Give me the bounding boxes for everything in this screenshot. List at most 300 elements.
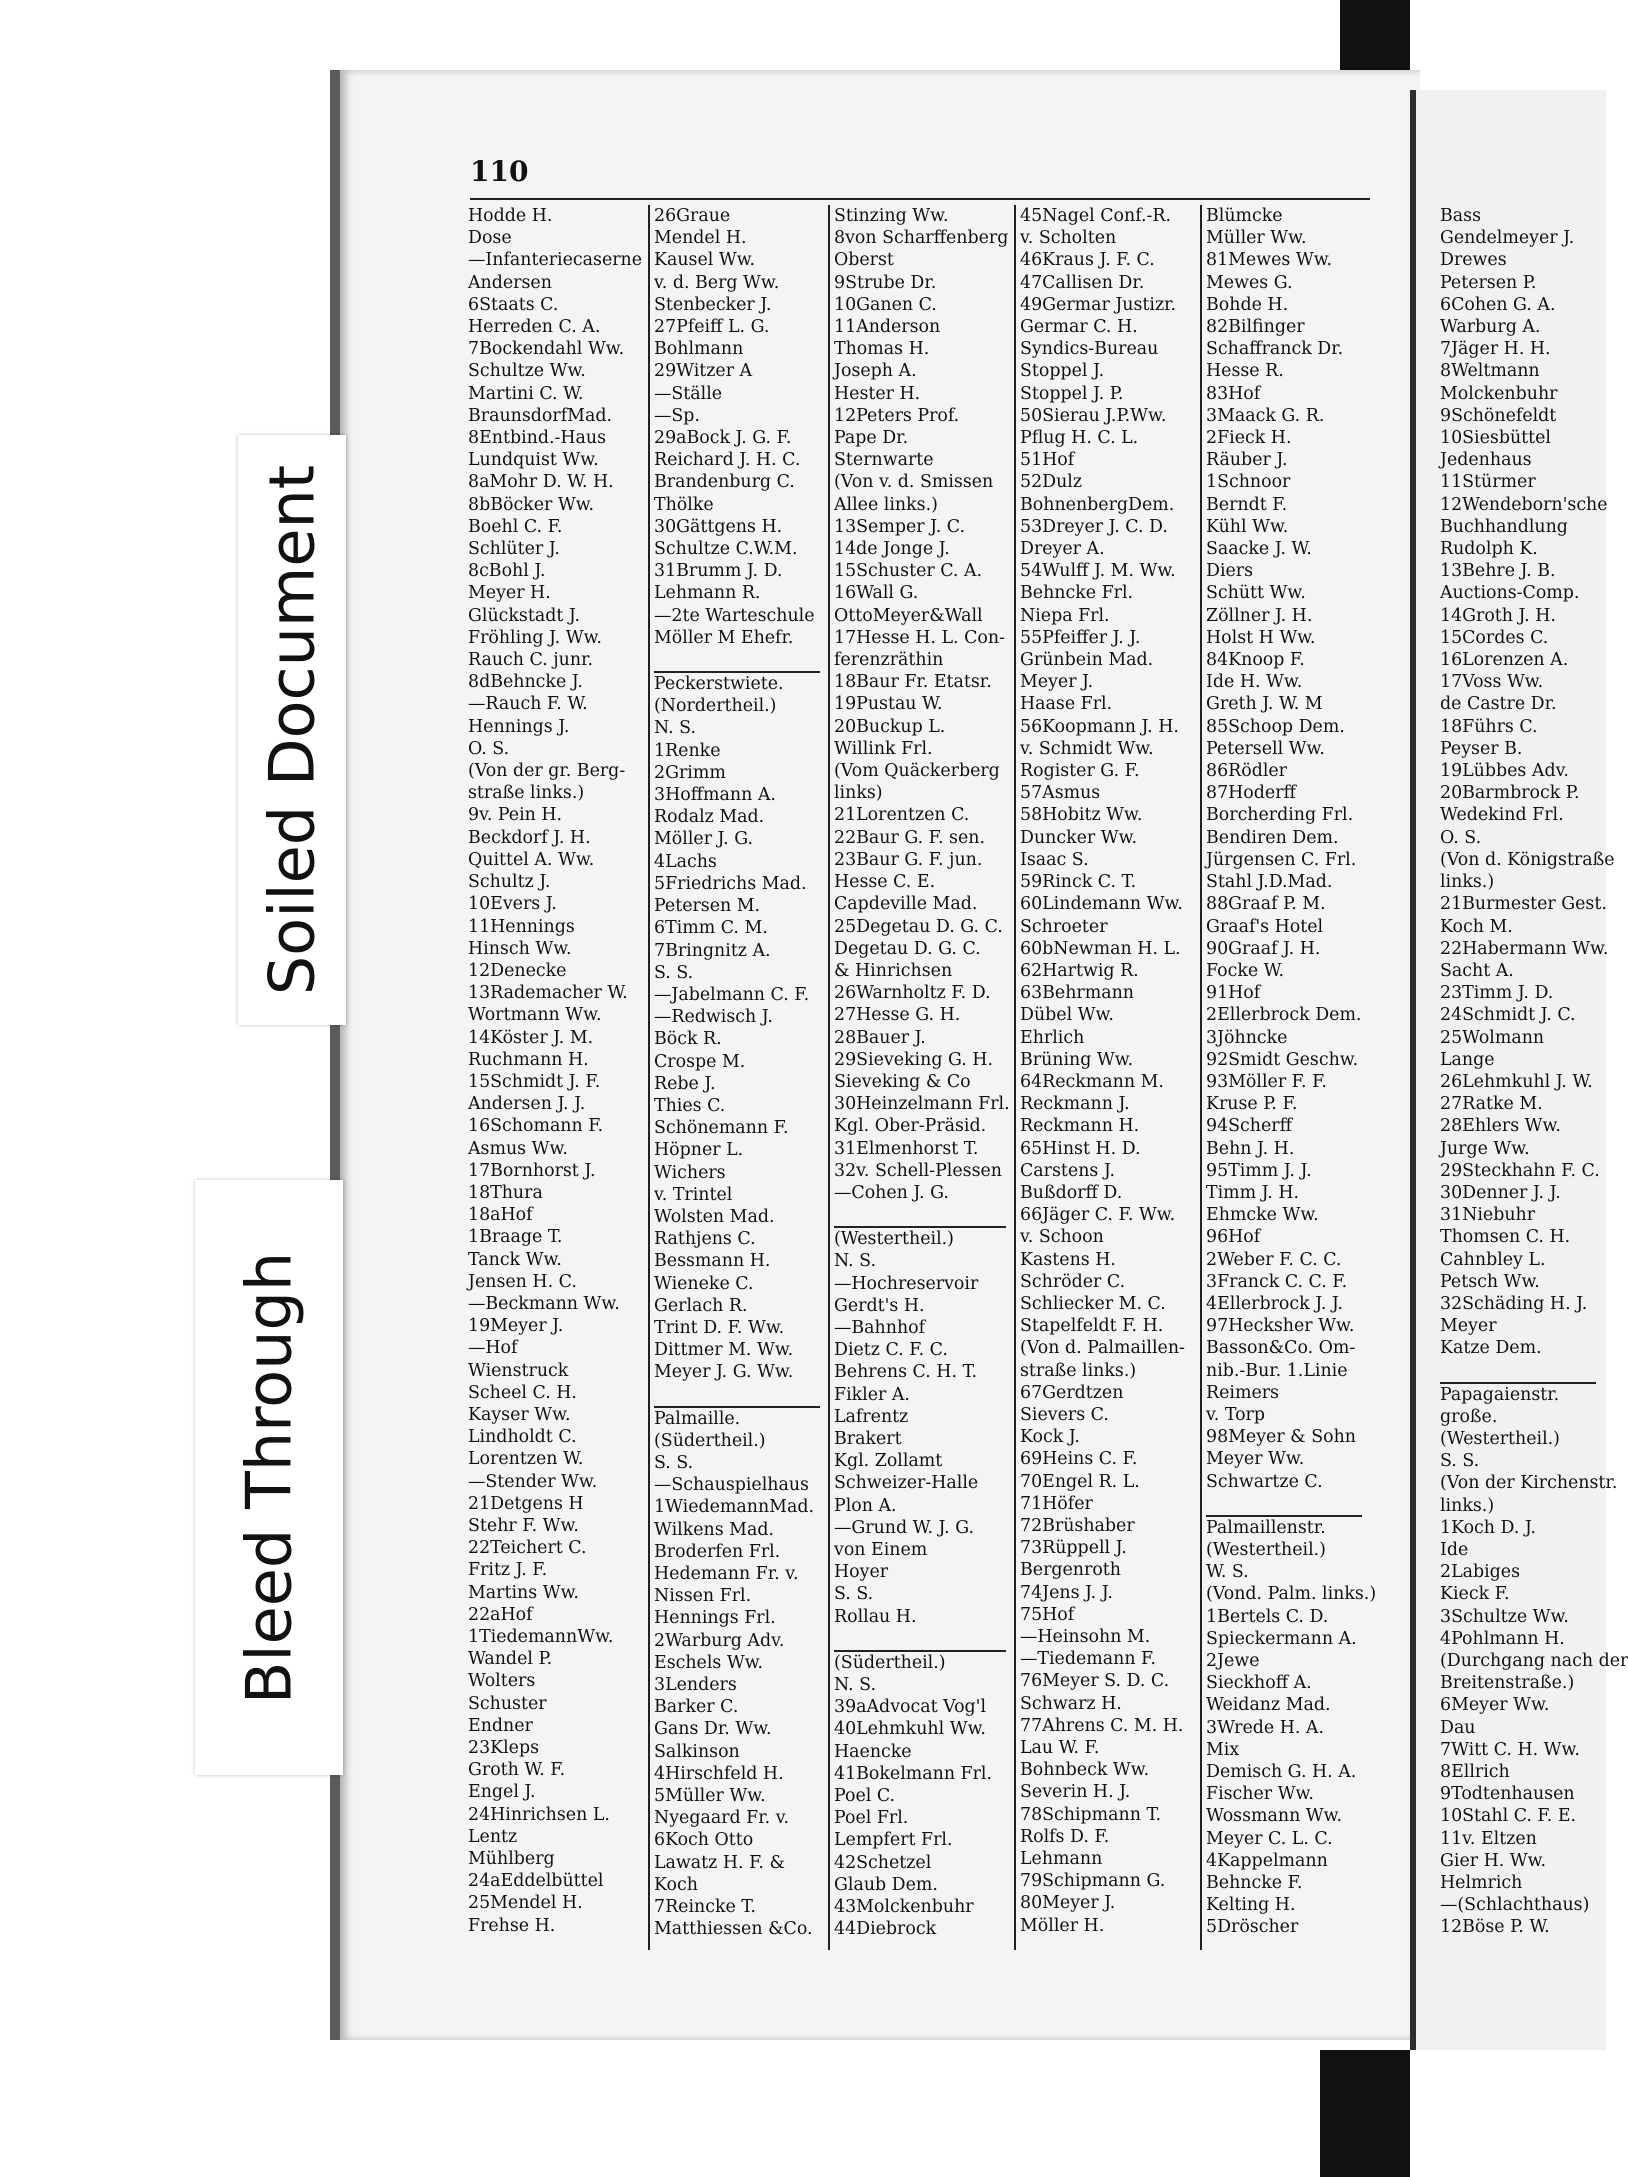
directory-entry: Lafrentz xyxy=(834,1406,909,1427)
directory-entry: Tanck Ww. xyxy=(468,1249,562,1270)
directory-entry: Rodalz Mad. xyxy=(654,807,765,828)
directory-entry: Behrens C. H. T. xyxy=(834,1362,978,1383)
directory-entry: 16Lorenzen A. xyxy=(1440,650,1569,671)
directory-entry: Sievers C. xyxy=(1020,1404,1109,1425)
directory-entry: Beckdorf J. H. xyxy=(468,827,591,848)
directory-entry: 94Scherff xyxy=(1206,1116,1292,1137)
directory-entry: Blümcke xyxy=(1206,206,1283,226)
directory-entry: Schuster xyxy=(468,1693,547,1714)
directory-entry: —Bahnhof xyxy=(834,1317,926,1338)
directory-entry: 11Anderson xyxy=(834,317,941,338)
directory-entry: 7Bringnitz A. xyxy=(654,940,771,961)
directory-entry: Müller Ww. xyxy=(1206,228,1307,249)
directory-entry: —Grund W. J. G. xyxy=(834,1517,975,1538)
directory-entry: Dübel Ww. xyxy=(1020,1005,1114,1026)
directory-entry: Schroeter xyxy=(1020,916,1108,937)
directory-entry: 1Koch D. J. xyxy=(1440,1517,1537,1538)
directory-entry: 7Jäger H. H. xyxy=(1440,339,1551,360)
directory-entry: 73Rüppell J. xyxy=(1020,1538,1127,1559)
directory-entry: Herreden C. A. xyxy=(468,317,601,338)
directory-entry: 24Hinrichsen L. xyxy=(468,1804,610,1825)
directory-entry: —Redwisch J. xyxy=(654,1007,773,1028)
directory-entry: & Hinrichsen xyxy=(834,960,953,981)
directory-entry: 19Meyer J. xyxy=(468,1316,564,1337)
directory-entry: Isaac S. xyxy=(1020,849,1089,870)
directory-entry: Petersell Ww. xyxy=(1206,738,1325,759)
directory-entry: Schultze C.W.M. xyxy=(654,539,798,560)
directory-entry: 15Schuster C. A. xyxy=(834,561,983,582)
directory-entry: 14Köster J. M. xyxy=(468,1027,594,1048)
directory-entry: Fischer Ww. xyxy=(1206,1784,1314,1805)
directory-entry: Nyegaard Fr. v. xyxy=(654,1808,789,1829)
column-rule-1 xyxy=(648,205,650,1950)
directory-entry: Wolsten Mad. xyxy=(654,1206,775,1227)
directory-entry: S. S. xyxy=(654,962,694,983)
directory-entry: 52Dulz xyxy=(1020,472,1082,493)
directory-entry: (Durchgang nach der xyxy=(1440,1651,1628,1671)
directory-entry: —Stender Ww. xyxy=(468,1471,598,1492)
directory-entry: Mühlberg xyxy=(468,1849,555,1870)
directory-entry: Meyer C. L. C. xyxy=(1206,1828,1333,1849)
directory-entry: Haase Frl. xyxy=(1020,694,1113,715)
directory-entry: —Rauch F. W. xyxy=(468,694,588,715)
directory-entry: 7Bockendahl Ww. xyxy=(468,339,625,360)
directory-entry: Stenbecker J. xyxy=(654,294,772,315)
page-number: 110 xyxy=(470,155,529,188)
directory-entry: Dietz C. F. C. xyxy=(834,1340,948,1361)
directory-entry: 3Jöhncke xyxy=(1206,1027,1288,1048)
directory-entry: 27Hesse G. H. xyxy=(834,1005,961,1026)
directory-entry: S. S. xyxy=(834,1584,874,1605)
directory-entry: Kgl. Zollamt xyxy=(834,1451,943,1472)
directory-entry: 60bNewman H. L. xyxy=(1020,938,1181,959)
directory-entry: Palmaille. xyxy=(654,1408,741,1429)
directory-entry: 85Schoop Dem. xyxy=(1206,716,1345,737)
directory-entry: Meyer J. xyxy=(1020,672,1094,693)
directory-entry: (Westertheil.) xyxy=(834,1229,954,1250)
directory-entry: 28Bauer J. xyxy=(834,1027,926,1048)
directory-entry: Poel C. xyxy=(834,1786,896,1807)
directory-entry: 26Warnholtz F. D. xyxy=(834,983,991,1004)
directory-entry: Bass xyxy=(1440,206,1481,226)
directory-entry: Helmrich xyxy=(1440,1873,1523,1894)
directory-entry: Reimers xyxy=(1206,1382,1279,1403)
directory-entry: Lehmann R. xyxy=(654,583,761,604)
directory-entry: Hennings Frl. xyxy=(654,1608,776,1629)
directory-entry: 8Ellrich xyxy=(1440,1762,1510,1783)
directory-entry: Jedenhaus xyxy=(1440,450,1532,471)
directory-entry: 22aHof xyxy=(468,1604,533,1625)
directory-entry: 8Entbind.-Haus xyxy=(468,428,607,449)
directory-entry: 9Todtenhausen xyxy=(1440,1784,1575,1805)
directory-entry: Rogister G. F. xyxy=(1020,761,1140,782)
directory-entry: Kastens H. xyxy=(1020,1249,1116,1270)
directory-entry: 15Schmidt J. F. xyxy=(468,1071,601,1092)
directory-entry: Rauch C. junr. xyxy=(468,650,593,671)
directory-entry: Reckmann J. xyxy=(1020,1094,1130,1115)
directory-entry: 3Lenders xyxy=(654,1675,737,1695)
directory-entry: 80Meyer J. xyxy=(1020,1893,1116,1914)
directory-entry: 59Rinck C. T. xyxy=(1020,872,1137,893)
directory-entry: 84Knoop F. xyxy=(1206,650,1305,671)
directory-entry: Andersen xyxy=(468,272,552,293)
directory-entry: 29aBock J. G. F. xyxy=(654,428,792,449)
directory-entry: (Westertheil.) xyxy=(1440,1428,1560,1449)
directory-entry: Schweizer-Halle xyxy=(834,1473,979,1494)
section-rule xyxy=(1440,1360,1596,1384)
directory-entry: Fröhling J. Ww. xyxy=(468,627,602,648)
directory-entry: Peyser B. xyxy=(1440,738,1523,759)
directory-entry: 8dBehncke J. xyxy=(468,672,583,693)
directory-entry: 26Lehmkuhl J. W. xyxy=(1440,1071,1593,1092)
directory-entry: Wienstruck xyxy=(468,1360,569,1381)
directory-entry: 53Dreyer J. C. D. xyxy=(1020,516,1168,537)
directory-entry: Pflug H. C. L. xyxy=(1020,428,1139,449)
directory-entry: 23Baur G. F. jun. xyxy=(834,849,983,870)
directory-entry: Brandenburg C. xyxy=(654,472,795,493)
directory-entry: Fritz J. F. xyxy=(468,1560,548,1581)
directory-entry: 2Fieck H. xyxy=(1206,428,1292,449)
directory-entry: Schultz J. xyxy=(468,872,551,893)
directory-entry: 18aHof xyxy=(468,1205,533,1226)
directory-entry: 91Hof xyxy=(1206,983,1261,1004)
directory-entry: Carstens J. xyxy=(1020,1160,1115,1181)
directory-entry: 14Groth J. H. xyxy=(1440,605,1556,626)
directory-entry: 9Schönefeldt xyxy=(1440,405,1557,426)
binding-shadow-bottom xyxy=(1320,2050,1410,2177)
directory-entry: 31Niebuhr xyxy=(1440,1205,1536,1226)
directory-entry: ferenzräthin xyxy=(834,650,944,671)
directory-entry: Poel Frl. xyxy=(834,1808,909,1829)
directory-entry: S. S. xyxy=(1440,1451,1480,1472)
directory-entry: Meyer xyxy=(1440,1316,1497,1337)
directory-entry: Plon A. xyxy=(834,1495,897,1516)
directory-entry: 30Denner J. J. xyxy=(1440,1182,1561,1203)
directory-entry: Holst H Ww. xyxy=(1206,627,1316,648)
directory-entry: Wandel P. xyxy=(468,1649,553,1670)
directory-entry: 24aEddelbüttel xyxy=(468,1871,604,1892)
directory-entry: Bohde H. xyxy=(1206,294,1289,315)
directory-entry: Sieckhoff A. xyxy=(1206,1673,1312,1694)
directory-entry: 87Hoderff xyxy=(1206,783,1296,804)
directory-entry: 25Degetau D. G. C. xyxy=(834,916,1003,937)
directory-entry: Kelting H. xyxy=(1206,1895,1296,1916)
directory-entry: 4Pohlmann H. xyxy=(1440,1628,1565,1649)
directory-entry: Berndt F. xyxy=(1206,494,1288,515)
directory-entry: 12Peters Prof. xyxy=(834,405,960,426)
directory-entry: 81Mewes Ww. xyxy=(1206,250,1333,271)
directory-entry: BohnenbergDem. xyxy=(1020,494,1175,515)
directory-entry: 11Stürmer xyxy=(1440,472,1536,493)
directory-entry: O. S. xyxy=(1440,827,1482,848)
directory-entry: 65Hinst H. D. xyxy=(1020,1138,1141,1159)
directory-entry: 56Koopmann J. H. xyxy=(1020,716,1179,737)
directory-entry: 9v. Pein H. xyxy=(468,805,563,826)
directory-entry: 31Brumm J. D. xyxy=(654,561,783,582)
directory-entry: Timm J. H. xyxy=(1206,1182,1300,1203)
directory-entry: BraunsdorfMad. xyxy=(468,405,612,426)
directory-entry: 72Brüshaber xyxy=(1020,1515,1135,1536)
directory-entry: Quittel A. Ww. xyxy=(468,849,595,870)
directory-entry: Endner xyxy=(468,1715,533,1736)
directory-entry: 24Schmidt J. C. xyxy=(1440,1005,1576,1026)
directory-entry: v. d. Berg Ww. xyxy=(654,272,780,293)
directory-entry: 2Weber F. C. C. xyxy=(1206,1249,1342,1270)
directory-entry: 58Hobitz Ww. xyxy=(1020,805,1143,826)
directory-entry: 96Hof xyxy=(1206,1227,1261,1248)
directory-entry: Lindholdt C. xyxy=(468,1427,577,1448)
directory-entry: 39aAdvocat Vog'l xyxy=(834,1697,987,1718)
directory-entry: 2Warburg Adv. xyxy=(654,1630,785,1651)
directory-entry: —Heinsohn M. xyxy=(1020,1627,1151,1647)
directory-entry: Schwartze C. xyxy=(1206,1471,1323,1492)
directory-entry: Papagaienstr. xyxy=(1440,1384,1560,1405)
directory-entry: Schlüter J. xyxy=(468,539,560,560)
directory-entry: Martins Ww. xyxy=(468,1582,579,1603)
directory-entry: S. S. xyxy=(654,1452,694,1473)
directory-entry: Ehrlich xyxy=(1020,1027,1085,1048)
directory-entry: Engel J. xyxy=(468,1782,536,1803)
directory-entry: 32v. Schell-Plessen xyxy=(834,1160,1002,1181)
directory-entry: Kühl Ww. xyxy=(1206,516,1289,537)
directory-entry: Meyer H. xyxy=(468,583,551,604)
directory-entry: Lau W. F. xyxy=(1020,1738,1100,1759)
directory-entry: 8aMohr D. W. H. xyxy=(468,472,614,493)
directory-entry: Schultze Ww. xyxy=(468,361,586,382)
directory-entry: straße links.) xyxy=(1020,1360,1137,1381)
directory-entry: Schwarz H. xyxy=(1020,1693,1122,1714)
directory-entry: 60Lindemann Ww. xyxy=(1020,894,1183,915)
directory-entry: Ehmcke Ww. xyxy=(1206,1205,1319,1226)
directory-entry: Sacht A. xyxy=(1440,960,1514,981)
directory-entry: Kayser Ww. xyxy=(468,1404,571,1425)
directory-entry: Hester H. xyxy=(834,383,921,404)
directory-entry: Gans Dr. Ww. xyxy=(654,1719,772,1740)
directory-entry: 93Möller F. F. xyxy=(1206,1071,1327,1092)
directory-entry: Schönemann F. xyxy=(654,1118,789,1139)
directory-entry: Stapelfeldt F. H. xyxy=(1020,1316,1164,1337)
directory-entry: 43Molckenbuhr xyxy=(834,1897,974,1918)
directory-entry: 92Smidt Geschw. xyxy=(1206,1049,1359,1070)
directory-entry: 18Thura xyxy=(468,1182,543,1203)
directory-entry: 51Hof xyxy=(1020,450,1075,471)
directory-entry: 12Denecke xyxy=(468,960,567,981)
directory-entry: Rolfs D. F. xyxy=(1020,1826,1110,1847)
directory-entry: Böck R. xyxy=(654,1029,722,1050)
directory-entry: Salkinson xyxy=(654,1741,740,1762)
directory-entry: straße links.) xyxy=(468,783,585,804)
directory-entry: —Sp. xyxy=(654,405,700,426)
directory-entry: 13Behre J. B. xyxy=(1440,561,1556,582)
directory-entry: 16Schomann F. xyxy=(468,1116,604,1137)
directory-entry: 13Semper J. C. xyxy=(834,516,965,537)
directory-entry: 46Kraus J. F. C. xyxy=(1020,250,1155,271)
directory-entry: 25Mendel H. xyxy=(468,1893,583,1914)
directory-entry: Gerlach R. xyxy=(654,1295,748,1316)
directory-entry: Thies C. xyxy=(654,1095,726,1116)
directory-entry: 11v. Eltzen xyxy=(1440,1828,1537,1849)
directory-entry: (Von d. Königstraße xyxy=(1440,849,1615,870)
directory-entry: 18Baur Fr. Etatsr. xyxy=(834,672,992,693)
directory-entry: 8Weltmann xyxy=(1440,361,1540,382)
directory-entry: 6Staats C. xyxy=(468,294,559,315)
directory-entry: 95Timm J. J. xyxy=(1206,1160,1312,1181)
directory-entry: Schaffranck Dr. xyxy=(1206,339,1344,360)
directory-entry: Capdeville Mad. xyxy=(834,894,978,915)
directory-entry: v. Scholten xyxy=(1020,228,1117,249)
column-rule-3 xyxy=(1014,205,1016,1950)
directory-entry: N. S. xyxy=(834,1251,876,1272)
directory-entry: Reckmann H. xyxy=(1020,1116,1140,1137)
directory-entry: 5Müller Ww. xyxy=(654,1786,766,1807)
directory-column-2 xyxy=(654,205,824,1940)
directory-entry: 78Schipmann T. xyxy=(1020,1804,1162,1825)
directory-entry: Hennings J. xyxy=(468,716,570,737)
directory-entry: Wichers xyxy=(654,1162,726,1183)
directory-entry: Höpner L. xyxy=(654,1140,744,1161)
directory-entry: Wieneke C. xyxy=(654,1273,754,1294)
directory-entry: 10Ganen C. xyxy=(834,294,937,315)
directory-entry: Lange xyxy=(1440,1049,1495,1070)
directory-entry: (Von der gr. Berg- xyxy=(468,761,626,782)
directory-entry: OttoMeyer&Wall xyxy=(834,605,983,626)
directory-entry: —Tiedemann F. xyxy=(1020,1649,1156,1670)
directory-entry: Thomas H. xyxy=(834,339,930,360)
directory-entry: Eschels Ww. xyxy=(654,1652,764,1673)
directory-entry: 12Wendeborn'sche xyxy=(1440,494,1608,515)
directory-entry: Graaf's Hotel xyxy=(1206,916,1324,937)
directory-entry: Reichard J. H. C. xyxy=(654,450,801,471)
directory-entry: 11Hennings xyxy=(468,916,575,937)
directory-entry: links) xyxy=(834,783,883,804)
directory-entry: Bendiren Dem. xyxy=(1206,827,1339,848)
directory-entry: Wilkens Mad. xyxy=(654,1519,775,1540)
directory-entry: Hedemann Fr. v. xyxy=(654,1563,799,1584)
directory-entry: Schliecker M. C. xyxy=(1020,1293,1166,1314)
directory-entry: 97Hecksher Ww. xyxy=(1206,1316,1355,1337)
directory-entry: Gier H. Ww. xyxy=(1440,1850,1547,1871)
directory-entry: 4Lachs xyxy=(654,851,717,872)
directory-entry: Saacke J. W. xyxy=(1206,539,1312,560)
directory-entry: 86Rödler xyxy=(1206,761,1287,782)
directory-entry: 8cBohl J. xyxy=(468,561,546,582)
directory-entry: Bergenroth xyxy=(1020,1560,1121,1581)
directory-entry: Dreyer A. xyxy=(1020,539,1105,560)
directory-entry: Petersen M. xyxy=(654,896,761,917)
directory-entry: 20Buckup L. xyxy=(834,716,946,737)
directory-entry: v. Schoon xyxy=(1020,1227,1104,1248)
directory-entry: Frehse H. xyxy=(468,1915,556,1936)
bleed-through-label xyxy=(195,1180,343,1775)
column-rule-4 xyxy=(1200,205,1202,1950)
directory-entry: Jensen H. C. xyxy=(468,1271,577,1292)
directory-entry: Sieveking & Co xyxy=(834,1071,971,1092)
directory-entry: Koch M. xyxy=(1440,916,1513,937)
directory-entry: 90Graaf J. H. xyxy=(1206,938,1321,959)
directory-entry: Trint D. F. Ww. xyxy=(654,1317,785,1338)
directory-entry: 29Sieveking G. H. xyxy=(834,1049,993,1070)
directory-entry: 50Sierau J.P.Ww. xyxy=(1020,405,1167,426)
directory-entry: (Von v. d. Smissen xyxy=(834,472,994,493)
directory-entry: Groth W. F. xyxy=(468,1760,566,1781)
directory-entry: Jürgensen C. Frl. xyxy=(1206,849,1357,870)
directory-entry: W. S. xyxy=(1206,1562,1249,1583)
directory-entry: 41Bokelmann Frl. xyxy=(834,1763,993,1784)
directory-entry: 42Schetzel xyxy=(834,1852,932,1873)
directory-entry: 70Engel R. L. xyxy=(1020,1471,1140,1492)
directory-entry: —(Schlachthaus) xyxy=(1440,1895,1590,1916)
directory-entry: Hodde H. xyxy=(468,206,553,226)
directory-entry: 18Führs C. xyxy=(1440,716,1538,737)
directory-entry: Thomsen C. H. xyxy=(1440,1227,1571,1248)
directory-entry: Kieck F. xyxy=(1440,1584,1510,1605)
directory-entry: Rathjens C. xyxy=(654,1229,756,1250)
directory-entry: Thölke xyxy=(654,494,714,515)
directory-entry: Joseph A. xyxy=(834,361,917,382)
directory-entry: (Vond. Palm. links.) xyxy=(1206,1584,1377,1605)
directory-entry: Dittmer M. Ww. xyxy=(654,1340,794,1361)
directory-entry: Fikler A. xyxy=(834,1384,910,1405)
directory-column-4 xyxy=(1020,205,1196,1937)
directory-entry: Kock J. xyxy=(1020,1427,1080,1448)
directory-entry: Ide H. Ww. xyxy=(1206,672,1303,693)
directory-column-5 xyxy=(1206,205,1377,1939)
directory-entry: 1Braage T. xyxy=(468,1227,563,1248)
directory-entry: 2Ellerbrock Dem. xyxy=(1206,1005,1362,1026)
directory-entry: Dau xyxy=(1440,1717,1476,1738)
directory-entry: (Von d. Palmaillen- xyxy=(1020,1338,1185,1359)
directory-entry: Ide xyxy=(1440,1539,1469,1560)
directory-entry: Focke W. xyxy=(1206,960,1285,981)
directory-entry: 6Koch Otto xyxy=(654,1830,754,1851)
directory-entry: Wortmann Ww. xyxy=(468,1005,602,1026)
directory-entry: 32Schäding H. J. xyxy=(1440,1293,1588,1314)
directory-entry: Boehl C. F. xyxy=(468,516,563,537)
directory-entry: 10Evers J. xyxy=(468,894,557,915)
directory-entry: Lehmann xyxy=(1020,1849,1103,1870)
directory-entry: Brüning Ww. xyxy=(1020,1049,1134,1070)
directory-entry: Bohnbeck Ww. xyxy=(1020,1760,1150,1781)
directory-entry: Gerdt's H. xyxy=(834,1295,925,1316)
directory-entry: Hoyer xyxy=(834,1562,889,1583)
directory-entry: Cahnbley L. xyxy=(1440,1249,1546,1270)
directory-entry: 5Friedrichs Mad. xyxy=(654,873,807,894)
directory-entry: N. S. xyxy=(834,1675,876,1695)
directory-entry: Scheel C. H. xyxy=(468,1382,577,1403)
directory-entry: 23Kleps xyxy=(468,1738,540,1759)
directory-entry: Warburg A. xyxy=(1440,317,1541,338)
directory-entry: Martini C. W. xyxy=(468,383,584,404)
directory-entry: Broderfen Frl. xyxy=(654,1541,781,1562)
directory-entry: Meyer Ww. xyxy=(1206,1449,1305,1470)
directory-entry: 7Reincke T. xyxy=(654,1897,756,1918)
directory-entry: Kruse P. F. xyxy=(1206,1094,1298,1115)
directory-entry: Andersen J. J. xyxy=(468,1094,586,1115)
directory-entry: 10Stahl C. F. E. xyxy=(1440,1806,1577,1827)
directory-entry: Degetau D. G. C. xyxy=(834,938,981,959)
directory-entry: Mewes G. xyxy=(1206,272,1293,293)
directory-entry: 26Graue xyxy=(654,206,731,226)
directory-entry: Asmus Ww. xyxy=(468,1138,568,1159)
directory-entry: —Cohen J. G. xyxy=(834,1182,949,1203)
directory-entry: 79Schipmann G. xyxy=(1020,1871,1166,1892)
directory-entry: 6Cohen G. A. xyxy=(1440,294,1556,315)
directory-entry: N. S. xyxy=(654,718,696,739)
directory-entry: 6Timm C. M. xyxy=(654,918,768,939)
directory-entry: 27Ratke M. xyxy=(1440,1094,1543,1115)
directory-entry: 69Heins C. F. xyxy=(1020,1449,1138,1470)
directory-entry: Breitenstraße.) xyxy=(1440,1673,1575,1694)
